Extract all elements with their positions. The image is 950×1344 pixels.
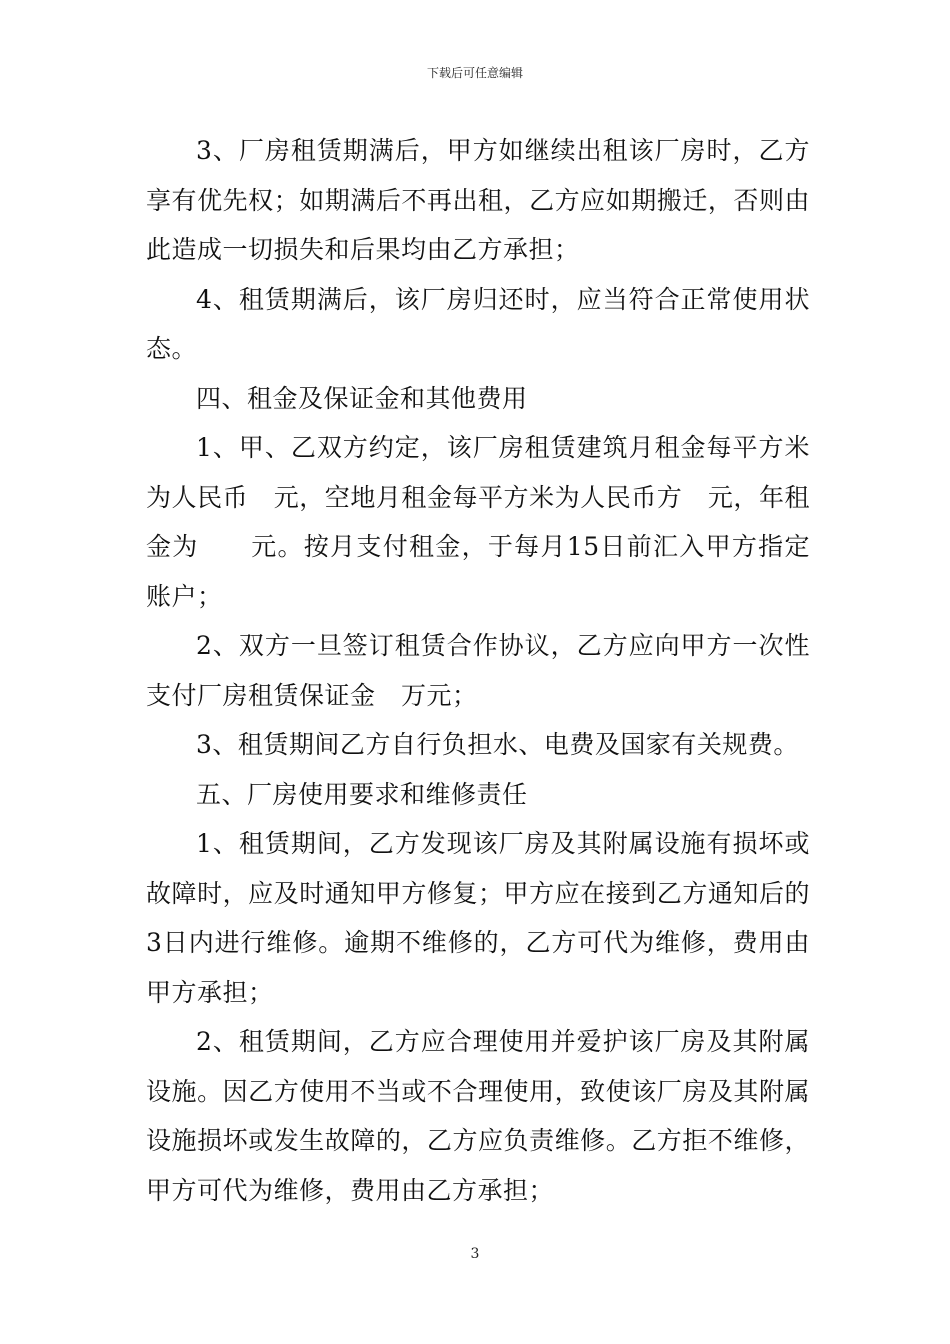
paragraph-return-condition: 4、租赁期满后，该厂房归还时，应当符合正常使用状态。 xyxy=(146,284,810,363)
document-body xyxy=(146,126,810,1215)
paragraph-rent-amount: 1、甲、乙双方约定，该厂房租赁建筑月租金每平方米为人民币 元，空地月租金每平方米为人民币方 元，年租金为 元。按月支付租金，于每月15日前汇入甲方指定账户； xyxy=(146,433,810,611)
section-heading-usage-maintenance: 五、厂房使用要求和维修责任 xyxy=(196,779,528,809)
page-number: 3 xyxy=(470,1246,480,1262)
section-heading-rent-deposit: 四、租金及保证金和其他费用 xyxy=(196,383,528,413)
paragraph-utilities: 3、租赁期间乙方自行负担水、电费及国家有关规费。 xyxy=(196,730,799,759)
paragraph-security-deposit: 2、双方一旦签订租赁合作协议，乙方应向甲方一次性支付厂房租赁保证金 万元； xyxy=(146,631,810,710)
paragraph-repair-notice: 1、租赁期间，乙方发现该厂房及其附属设施有损坏或故障时，应及时通知甲方修复；甲方应在接到乙方通知后的3日内进行维修。逾期不维修的，乙方可代为维修，费用由甲方承担； xyxy=(146,829,810,1007)
paragraph-lease-expiry-priority: 3、厂房租赁期满后，甲方如继续出租该厂房时，乙方享有优先权；如期满后不再出租，乙方应如期搬迁，否则由此造成一切损失和后果均由乙方承担； xyxy=(146,136,810,264)
paragraph-proper-use: 2、租赁期间，乙方应合理使用并爱护该厂房及其附属设施。因乙方使用不当或不合理使用，致使该厂房及其附属设施损坏或发生故障的，乙方应负责维修。乙方拒不维修，甲方可代为维修，费用由乙方承担； xyxy=(146,1027,810,1205)
page-header: 下载后可任意编辑 xyxy=(426,66,523,80)
